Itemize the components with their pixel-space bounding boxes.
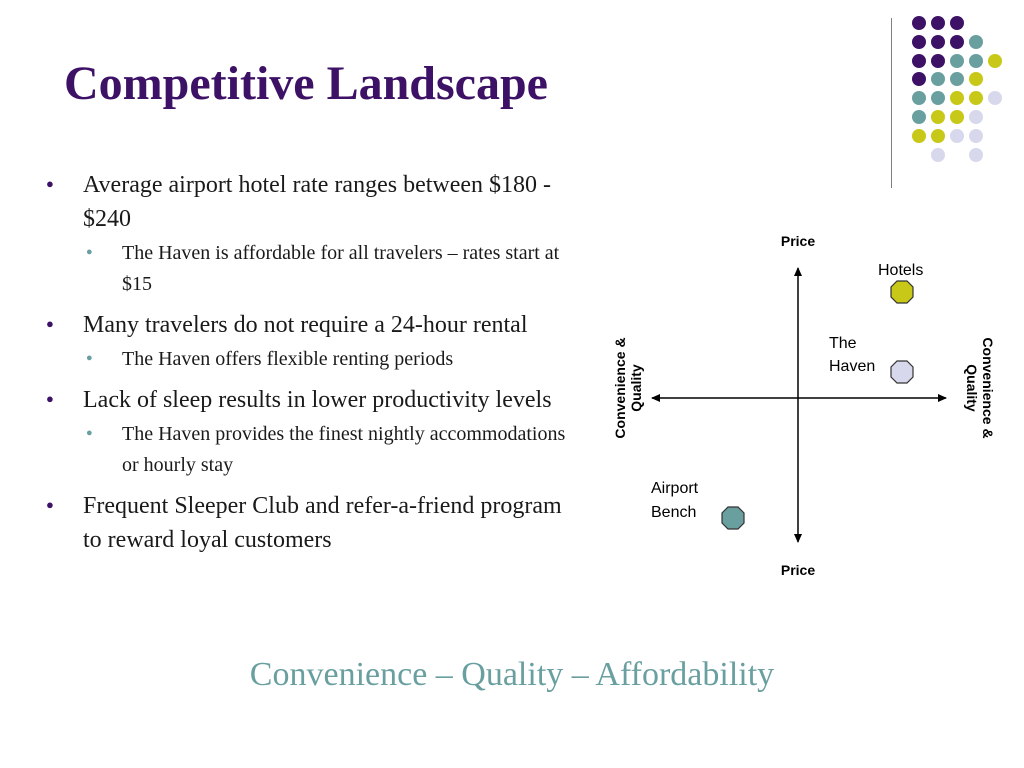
the-haven-label-line1: The (829, 335, 857, 352)
decorative-dot (912, 16, 926, 30)
decorative-dot (931, 110, 945, 124)
airport-bench-marker-octagon (722, 507, 744, 529)
axis-label-right: Convenience & Quality (964, 337, 996, 439)
hotels-marker-octagon (891, 281, 913, 303)
decorative-dot (950, 72, 964, 86)
bullet-item: ● Lack of sleep results in lower productivity levels (46, 383, 571, 417)
decorative-dot (912, 110, 926, 124)
decorative-dot (950, 91, 964, 105)
decorative-dot (931, 72, 945, 86)
decorative-dot (931, 129, 945, 143)
bullet-item: ● Frequent Sleeper Club and refer-a-friend program to reward loyal customers (46, 489, 571, 557)
bullet-item: ● Many travelers do not require a 24-hour rental (46, 308, 571, 342)
decorative-dot (950, 129, 964, 143)
decorative-dot (912, 54, 926, 68)
airport-bench-label-line1: Airport (651, 480, 699, 497)
decorative-dot (969, 129, 983, 143)
decorative-dot (988, 54, 1002, 68)
bullet-list (46, 160, 571, 557)
decorative-dot (931, 148, 945, 162)
decorative-dot (950, 35, 964, 49)
sub-bullet-item: ● The Haven offers flexible renting periods (46, 344, 571, 375)
decorative-dot (969, 91, 983, 105)
slide-title: Competitive Landscape (64, 57, 548, 110)
decorative-dot (931, 35, 945, 49)
bullet-item: ● Average airport hotel rate ranges between $180 - $240 (46, 168, 571, 236)
decorative-dot (912, 129, 926, 143)
decorative-dot (931, 54, 945, 68)
decorative-dot (969, 110, 983, 124)
the-haven-marker-octagon (891, 361, 913, 383)
axis-label-left: Convenience & Quality (612, 337, 644, 439)
positioning-diagram (600, 220, 1020, 600)
decorative-dot (912, 35, 926, 49)
axis-label-bottom: Price (780, 562, 816, 578)
the-haven-label-line2: Haven (829, 358, 876, 375)
decorative-dot (950, 54, 964, 68)
decorative-divider (891, 18, 892, 188)
airport-bench-label-line2: Bench (651, 504, 697, 521)
decorative-dot (969, 35, 983, 49)
decorative-dot (912, 91, 926, 105)
decorative-dot (969, 54, 983, 68)
decorative-dot (969, 148, 983, 162)
decorative-dot (912, 72, 926, 86)
decorative-dot (931, 91, 945, 105)
sub-bullet-item: ● The Haven is affordable for all travelers – rates start at $15 (46, 238, 571, 300)
decorative-dot (950, 110, 964, 124)
decorative-dot (969, 72, 983, 86)
sub-bullet-item: ● The Haven provides the finest nightly accommodations or hourly stay (46, 419, 571, 481)
slide-footer-tagline: Convenience – Quality – Affordability (249, 656, 775, 693)
decorative-dot (950, 16, 964, 30)
axis-label-top: Price (780, 233, 816, 249)
decorative-dot (988, 91, 1002, 105)
hotels-label: Hotels (878, 262, 924, 279)
decorative-dot (931, 16, 945, 30)
